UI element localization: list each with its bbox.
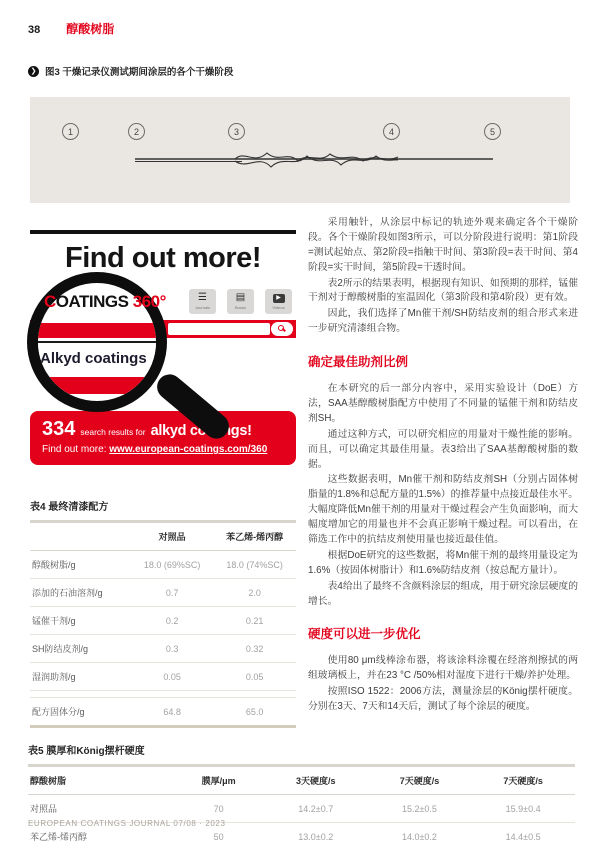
journals-button: ☰ Journals — [189, 289, 216, 314]
stage-5-marker: 5 — [484, 123, 501, 140]
stage-3-marker: 3 — [228, 123, 245, 140]
books-button: ▤ Books — [227, 289, 254, 314]
table-row: 配方固体分/g 64.8 65.0 — [30, 698, 296, 727]
figure3-caption — [28, 64, 233, 78]
table5-header: 7天硬度/s — [471, 766, 575, 795]
table-row: 添加的石油溶剂/g 0.7 2.0 — [30, 579, 296, 607]
table5-header: 3天硬度/s — [264, 766, 368, 795]
table5-header: 膜厚/μm — [173, 766, 264, 795]
table5-header-row — [28, 766, 575, 795]
table4-header — [30, 522, 131, 551]
ad-result-box — [30, 411, 296, 465]
videos-button: ▶ Videos — [265, 289, 292, 314]
magnified-search-field — [28, 341, 166, 373]
search-icon — [278, 325, 284, 331]
paragraph: 使用80 μm线棒涂布器，将该涂料涂覆在经溶剂擦拭的两组玻璃板上，并在23 °C /50%相对湿度下进行干燥/养护处理。 — [308, 655, 578, 682]
table-row: 锰催干剂/g 0.2 0.21 — [30, 607, 296, 635]
paragraph: 在本研究的后一部分内容中，采用实验设计（DoE）方法，SAA基醇酸树脂配方中使用了不同量的锰催干剂和防结皮剂SH。 — [308, 383, 578, 424]
magnified-red-stripe-top — [28, 323, 166, 338]
table4-final-varnish-formulation — [30, 498, 296, 728]
table-row: 苯乙烯-烯丙醇 50 13.0±0.2 14.0±0.2 14.4±0.5 — [28, 823, 575, 849]
ad-search-button — [271, 322, 293, 336]
figure3-caption-text: 图3 干燥记录仪测试期间涂层的各个干燥阶段 — [45, 67, 234, 78]
ad-search-field — [168, 323, 270, 335]
stage-1-marker: 1 — [62, 123, 79, 140]
paragraph: 通过这种方式，可以研究相应的用量对干燥性能的影响。而且，可以确定其最佳用量。表3给出了SAA基醇酸树脂的数据。 — [308, 428, 578, 470]
coatings360-logo: COATINGS 360° — [44, 292, 166, 311]
figure3-drying-recorder — [30, 97, 570, 203]
stage-2-marker: 2 — [128, 123, 145, 140]
section-title: 醇酸树脂 — [66, 22, 115, 36]
paragraph: 表4给出了最终不含颜料涂层的组成，用于研究涂层硬度的增长。 — [308, 580, 578, 607]
magnified-red-stripe-bottom — [28, 377, 166, 394]
table4-header: 苯乙烯-烯丙醇 — [213, 522, 296, 551]
table4-header-row — [30, 522, 296, 551]
ad-url-link[interactable]: www.european-coatings.com/360 — [109, 444, 268, 455]
drying-trace-graphic — [30, 97, 570, 203]
journal-footer: EUROPEAN COATINGS JOURNAL 07/08 · 2023 — [28, 819, 226, 828]
table5-film-thickness-hardness — [28, 742, 575, 849]
section-heading-hardness: 硬度可以进一步优化 — [308, 627, 421, 642]
page-header — [28, 20, 114, 37]
find-more-label: Find out more: — [42, 444, 107, 455]
table-row: 醇酸树脂/g 18.0 (69%SC) 18.0 (74%SC) — [30, 551, 296, 579]
paragraph: 这些数据表明，Mn催干剂和防结皮剂SH（分别占固体树脂量的1.8%和总配方量的1.5%）的推荐量中点接近最佳水平。大幅度降低Mn催干剂的用量对干燥过程会产生负面影响，而大幅度增加它的用量也并不会真正影响干燥过程。可以看出，在筛选工作中的抗结皮剂使用量也接近最佳值。 — [308, 474, 578, 546]
section-heading-additive-ratio: 确定最佳助剂比例 — [308, 355, 409, 370]
result-term: alkyd coatings! — [150, 423, 252, 439]
play-icon: ▶ — [273, 294, 285, 303]
logo-c-glyph: C — [44, 292, 56, 311]
ad-nav-buttons — [189, 289, 292, 314]
stage-4-marker: 4 — [383, 123, 400, 140]
paragraph: 采用触针，从涂层中标记的轨迹外观来确定各个干燥阶段。各个干燥阶段如图3所示，可以分阶段进行说明：第1阶段=测试起始点、第2阶段=指触干时间、第3阶段=表干时间、第4阶段=实干时间，第5阶段=干透时间。 — [308, 217, 578, 273]
paragraph: 因此，我们选择了Mn催干剂/SH防结皮剂的组合形式来进一步研究清漆组合物。 — [308, 308, 578, 335]
paragraph: 表2所示的结果表明，根据现有知识、如预期的那样，锰催干剂对于醇酸树脂的室温固化（第3阶段和第4阶段）更有效。 — [308, 277, 578, 304]
magnifier-text: Alkyd coatings — [40, 349, 147, 367]
table5-title: 表5 膜厚和König摆杆硬度 — [28, 746, 145, 757]
journals-icon: ☰ — [198, 292, 207, 303]
books-icon: ▤ — [235, 292, 246, 303]
page-number: 38 — [28, 24, 41, 36]
table-row: 对照品 70 14.2±0.7 15.2±0.5 15.9±0.4 — [28, 795, 575, 823]
article-body — [308, 216, 578, 738]
table4-header: 对照品 — [131, 522, 213, 551]
table5-header: 7天硬度/s — [368, 766, 472, 795]
table5-header: 醇酸树脂 — [28, 766, 173, 795]
spacer-row — [30, 691, 296, 698]
table-row: SH防结皮剂/g 0.3 0.32 — [30, 635, 296, 663]
table-row: 湿润助剂/g 0.05 0.05 — [30, 663, 296, 691]
result-text: search results for — [80, 427, 146, 437]
paragraph: 根据DoE研究的这些数据，将Mn催干剂的最终用量设定为1.6%（按固体树脂计）和1.6%防结皮剂（按总配方量计）。 — [308, 549, 578, 576]
ad-headline: Find out more! — [65, 242, 261, 274]
coatings360-ad[interactable] — [30, 230, 296, 486]
table4-title: 表4 最终清漆配方 — [30, 502, 109, 513]
result-count: 334 — [42, 418, 76, 440]
paragraph: 按照ISO 1522：2006方法，测量涂层的König摆杆硬度。分别在3天、7天和14天后，测试了每个涂层的硬度。 — [308, 686, 578, 713]
arrow-bullet-icon: ❯ — [28, 66, 39, 77]
